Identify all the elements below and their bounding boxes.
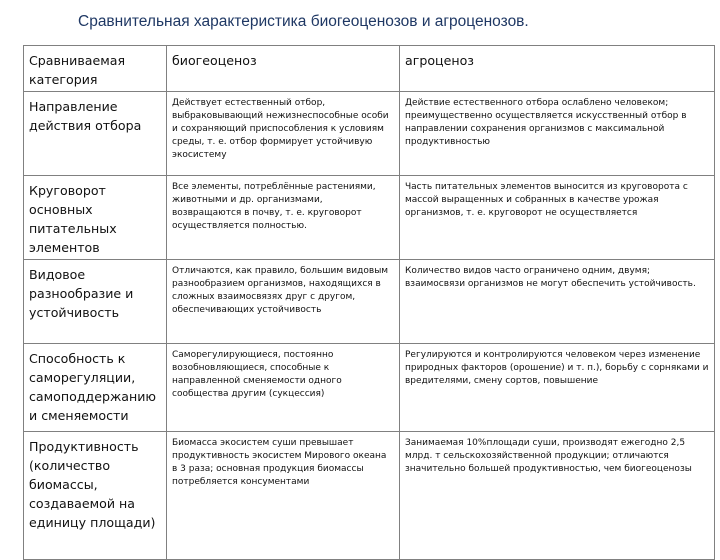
row-category: Способность к саморегуляции, самоподдержанию и сменяемости: [24, 344, 167, 432]
row-category: Круговорот основных питательных элементов: [24, 176, 167, 260]
page-title: Сравнительная характеристика биогеоценозов и агроценозов.: [78, 13, 529, 30]
row-biogeocenosis: Все элементы, потреблённые растениями, животными и др. организмами, возвращаются в почву, т. е. круговорот осуществляется полностью.: [167, 176, 400, 260]
table-row: [24, 432, 715, 560]
header-category: Сравниваемая категория: [24, 46, 167, 92]
row-agrocenosis: Регулируются и контролируются человеком через изменение природных факторов (орошение) и т. п.), борьбу с сорняками и вредителями, смену сортов, повышение: [400, 344, 715, 432]
table-row: [24, 344, 715, 432]
row-biogeocenosis: Отличаются, как правило, большим видовым разнообразием организмов, находящихся в сложных взаимосвязях друг с другом, обеспечивающих устойчивость: [167, 260, 400, 344]
row-biogeocenosis: Саморегулирующиеся, постоянно возобновляющиеся, способные к направленной сменяемости одного сообщества другим (сукцессия): [167, 344, 400, 432]
row-category: Видовое разнообразие и устойчивость: [24, 260, 167, 344]
row-agrocenosis: Количество видов часто ограничено одним, двумя; взаимосвязи организмов не могут обеспечить устойчивость.: [400, 260, 715, 344]
header-biogeocenosis: биогеоценоз: [167, 46, 400, 92]
table-header-row: [24, 46, 715, 92]
comparison-table: [23, 45, 715, 560]
row-biogeocenosis: Действует естественный отбор, выбраковывающий нежизнеспособные особи и сохраняющий приспособления к условиям среды, т. е. отбор формирует устойчивую экосистему: [167, 92, 400, 176]
row-agrocenosis: Действие естественного отбора ослаблено человеком; преимущественно осуществляется искусственный отбор в направлении сохранения организмов с максимальной продуктивностью: [400, 92, 715, 176]
row-category: Направление действия отбора: [24, 92, 167, 176]
row-agrocenosis: Часть питательных элементов выносится из круговорота с массой выращенных и собранных в качестве урожая организмов, т. е. круговорот не осуществляется: [400, 176, 715, 260]
row-biogeocenosis: Биомасса экосистем суши превышает продуктивность экосистем Мирового океана в 3 раза; основная продукция биомассы потребляется консументами: [167, 432, 400, 560]
row-agrocenosis: Занимаемая 10%площади суши, производят ежегодно 2,5 млрд. т сельскохозяйственной продукции; отличаются значительно большей продуктивностью, чем биогеоценозы: [400, 432, 715, 560]
table-row: [24, 176, 715, 260]
row-category: Продуктивность (количество биомассы, создаваемой на единицу площади): [24, 432, 167, 560]
header-agrocenosis: агроценоз: [400, 46, 715, 92]
table-row: [24, 92, 715, 176]
table-row: [24, 260, 715, 344]
